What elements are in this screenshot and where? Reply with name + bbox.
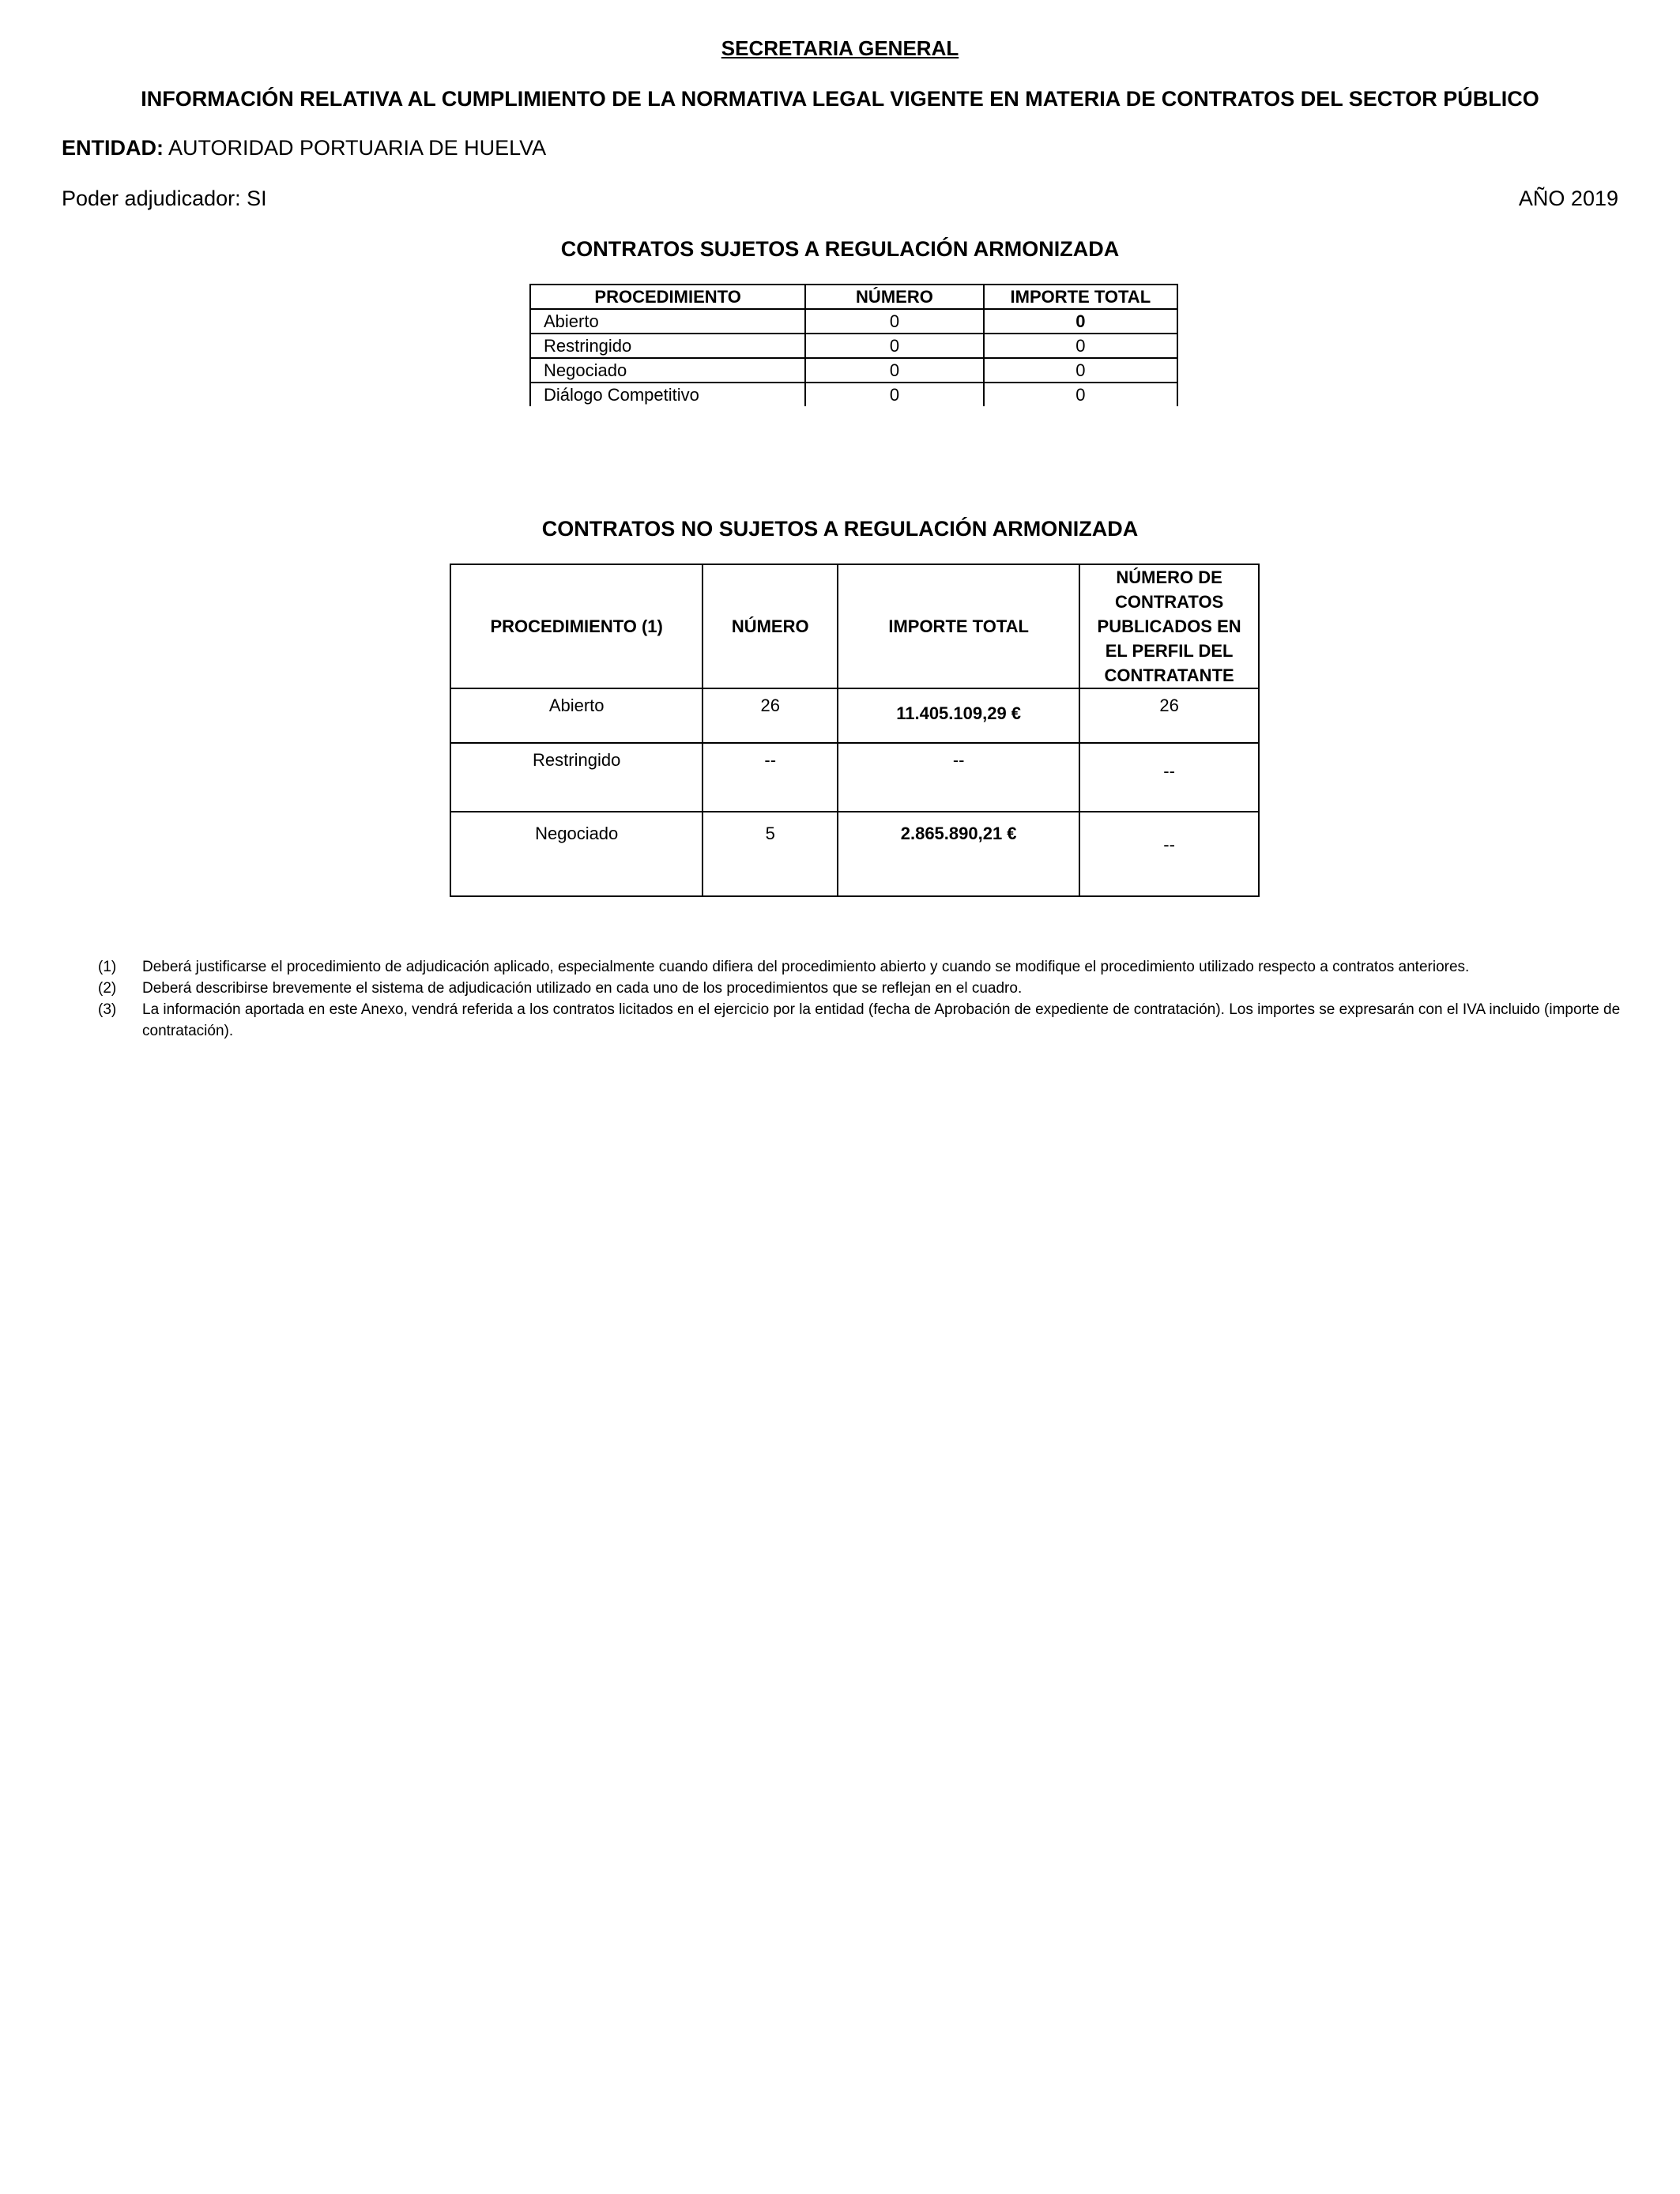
footnote-number: (2) <box>98 980 117 997</box>
footnote-text: La información aportada en este Anexo, vendrá referida a los contratos licitados en el ejercicio por la entidad (fecha de Aprobación de expediente de contratación). Los importes se expresarán con el IVA incluido (importe de contratación). <box>142 1001 1621 1039</box>
poder-adjudicador: Poder adjudicador: SI <box>62 187 267 210</box>
footnotes <box>98 956 1663 1042</box>
procedimiento-cell: Diálogo Competitivo <box>530 383 805 406</box>
importe-cell: 0 <box>984 383 1177 406</box>
column-header: NÚMERO DE CONTRATOS PUBLICADOS EN EL PERFIL DEL CONTRATANTE <box>1079 564 1259 688</box>
importe-cell: 0 <box>984 309 1177 334</box>
table-row <box>530 383 1177 406</box>
publicados-cell: -- <box>1079 743 1259 812</box>
non-sara-contracts-table <box>450 564 1260 897</box>
column-header: PROCEDIMIENTO (1) <box>450 564 703 688</box>
procedimiento-cell: Restringido <box>530 334 805 358</box>
importe-cell: 0 <box>984 358 1177 383</box>
year-label: AÑO 2019 <box>1518 187 1618 210</box>
importe-cell: -- <box>838 743 1079 812</box>
table-row <box>450 688 1259 743</box>
secretaria-heading: SECRETARIA GENERAL <box>721 36 959 60</box>
entidad-line <box>62 136 546 160</box>
column-header: IMPORTE TOTAL <box>984 285 1177 309</box>
footnote <box>98 999 1663 1042</box>
numero-cell: 0 <box>805 309 983 334</box>
table-row <box>530 358 1177 383</box>
procedimiento-cell: Restringido <box>450 743 703 812</box>
numero-cell: 26 <box>703 688 838 743</box>
footnote-text: Deberá justificarse el procedimiento de adjudicación aplicado, especialmente cuando difiera del procedimiento abierto y cuando se modifique el procedimiento utilizado respecto a contratos anteriores. <box>142 959 1470 975</box>
publicados-cell: -- <box>1079 812 1259 896</box>
footnote-text: Deberá describirse brevemente el sistema de adjudicación utilizado en cada uno de los procedimientos que se reflejan en el cuadro. <box>142 980 1023 997</box>
table2-title: CONTRATOS NO SUJETOS A REGULACIÓN ARMONIZADA <box>541 517 1139 541</box>
table1-title: CONTRATOS SUJETOS A REGULACIÓN ARMONIZADA <box>560 237 1120 261</box>
numero-cell: 0 <box>805 383 983 406</box>
importe-cell: 0 <box>984 334 1177 358</box>
procedimiento-cell: Negociado <box>450 812 703 896</box>
page-title: INFORMACIÓN RELATIVA AL CUMPLIMIENTO DE LA NORMATIVA LEGAL VIGENTE EN MATERIA DE CONTRATOS DEL SECTOR PÚBLICO <box>141 87 1539 111</box>
importe-cell: 2.865.890,21 € <box>838 812 1079 896</box>
table-row <box>450 743 1259 812</box>
numero-cell: 0 <box>805 358 983 383</box>
footnote <box>98 978 1663 999</box>
table-header-row <box>450 564 1259 688</box>
numero-cell: 5 <box>703 812 838 896</box>
footnote <box>98 956 1663 978</box>
numero-cell: 0 <box>805 334 983 358</box>
table-row <box>530 334 1177 358</box>
footnote-number: (3) <box>98 1001 117 1018</box>
column-header: IMPORTE TOTAL <box>838 564 1079 688</box>
table-row <box>450 812 1259 896</box>
sara-contracts-table <box>529 284 1178 406</box>
column-header: PROCEDIMIENTO <box>530 285 805 309</box>
footnote-number: (1) <box>98 959 117 975</box>
table-header-row <box>530 285 1177 309</box>
table-row <box>530 309 1177 334</box>
procedimiento-cell: Negociado <box>530 358 805 383</box>
numero-cell: -- <box>703 743 838 812</box>
publicados-cell: 26 <box>1079 688 1259 743</box>
entidad-label: ENTIDAD: <box>62 136 164 160</box>
importe-cell: 11.405.109,29 € <box>838 688 1079 743</box>
column-header: NÚMERO <box>703 564 838 688</box>
entidad-value: AUTORIDAD PORTUARIA DE HUELVA <box>168 136 547 160</box>
procedimiento-cell: Abierto <box>450 688 703 743</box>
procedimiento-cell: Abierto <box>530 309 805 334</box>
column-header: NÚMERO <box>805 285 983 309</box>
